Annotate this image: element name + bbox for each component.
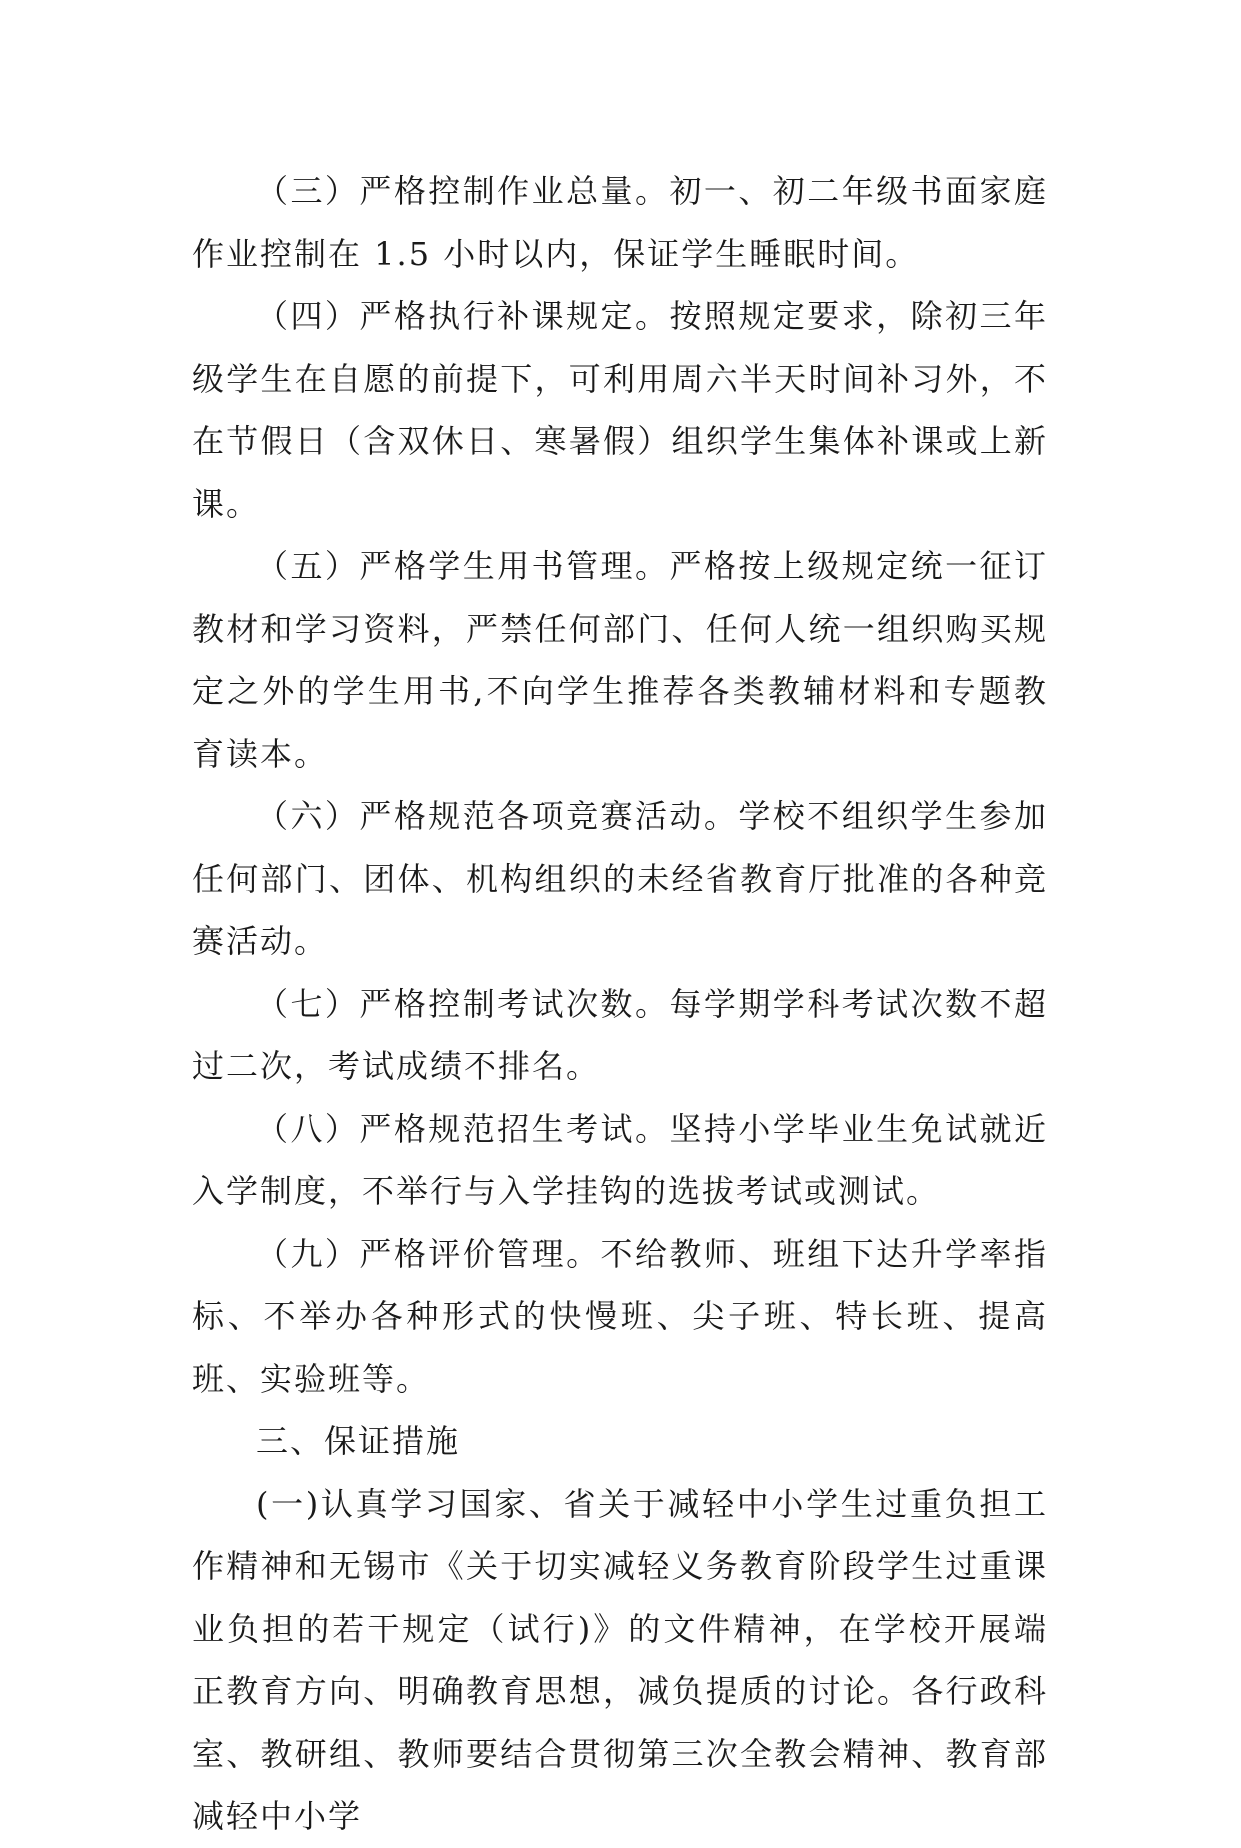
paragraph-evaluation: （九）严格评价管理。不给教师、班组下达升学率指标、不举办各种形式的快慢班、尖子班、特长班、提高班、实验班等。 bbox=[192, 1234, 1048, 1398]
paragraph-admission-exams: （八）严格规范招生考试。坚持小学毕业生免试就近入学制度，不举行与入学挂钩的选拔考试或测试。 bbox=[192, 1109, 1048, 1210]
paragraph-homework-limit: （三）严格控制作业总量。初一、初二年级书面家庭作业控制在 1.5 小时以内，保证学生睡眠时间。 bbox=[192, 172, 1048, 273]
paragraph-tutoring-rules: （四）严格执行补课规定。按照规定要求，除初三年级学生在自愿的前提下，可利用周六半天时间补习外，不在节假日（含双休日、寒暑假）组织学生集体补课或上新课。 bbox=[192, 297, 1048, 523]
paragraph-textbook-management: （五）严格学生用书管理。严格按上级规定统一征订教材和学习资料，严禁任何部门、任何人统一组织购买规定之外的学生用书,不向学生推荐各类教辅材料和专题教育读本。 bbox=[192, 547, 1048, 773]
paragraph-study-policy: (一)认真学习国家、省关于减轻中小学生过重负担工作精神和无锡市《关于切实减轻义务教育阶段学生过重课业负担的若干规定（试行)》的文件精神，在学校开展端正教育方向、明确教育思想，减负提质的讨论。各行政科室、教研组、教师要结合贯彻第三次全教会精神、教育部减轻中小学 bbox=[192, 1484, 1048, 1835]
document-body bbox=[192, 160, 1048, 1848]
paragraph-competitions: （六）严格规范各项竞赛活动。学校不组织学生参加任何部门、团体、机构组织的未经省教育厅批准的各种竞赛活动。 bbox=[192, 797, 1048, 960]
paragraph-exam-frequency: （七）严格控制考试次数。每学期学科考试次数不超过二次，考试成绩不排名。 bbox=[192, 984, 1048, 1085]
section-heading-measures: 三、保证措施 bbox=[256, 1422, 461, 1460]
